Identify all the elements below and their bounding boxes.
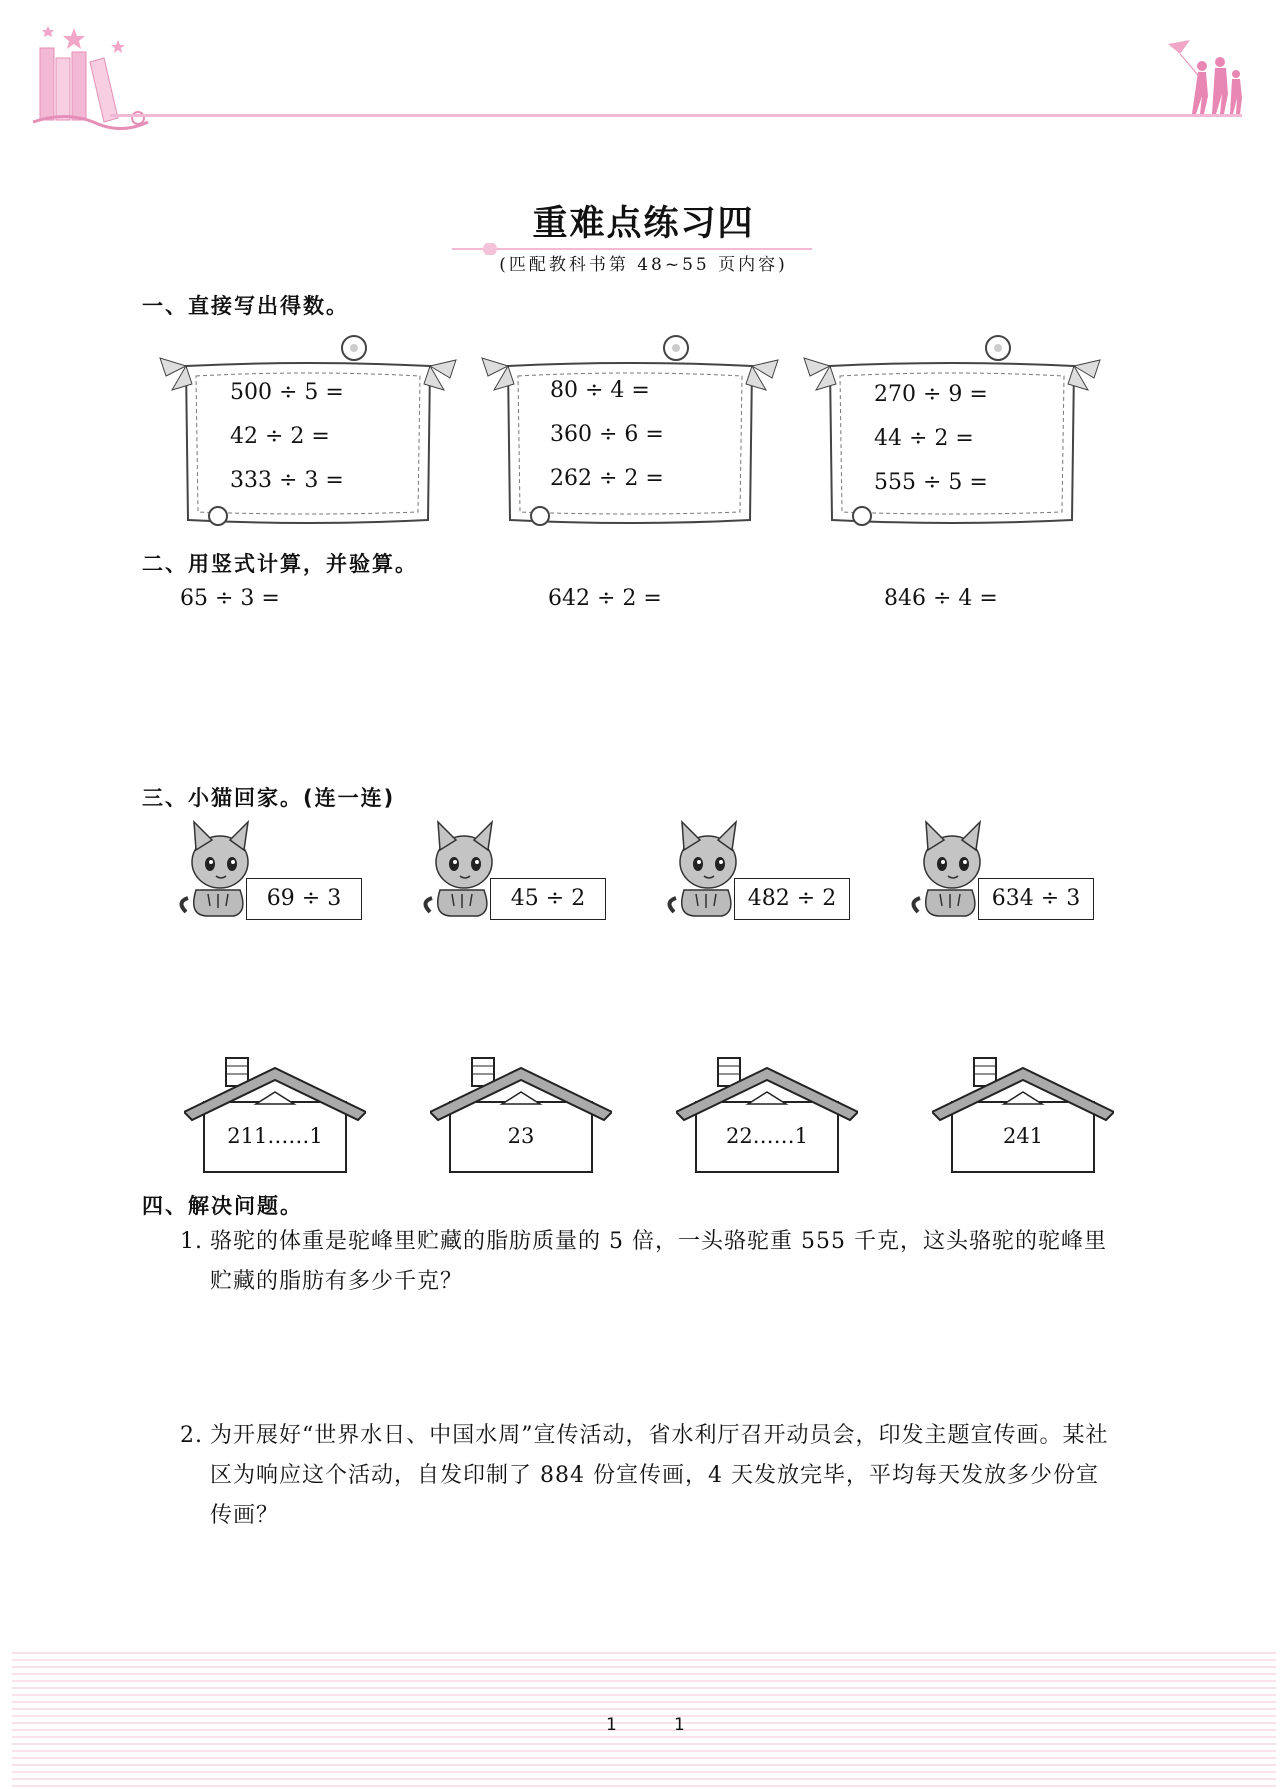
cat-expression-box[interactable]: 45 ÷ 2 [490,878,606,920]
section1-heading: 一、直接写出得数。 [142,294,349,318]
word-problem [180,1222,1120,1302]
header-children-kite-icon [1160,36,1250,118]
vertical-calc-item: 642 ÷ 2 = [548,586,662,611]
cat-expression-box[interactable]: 634 ÷ 3 [978,878,1094,920]
house[interactable] [430,1056,612,1174]
equation: 360 ÷ 6 = [550,422,664,447]
house[interactable] [932,1056,1114,1174]
problem-text: 骆驼的体重是驼峰里贮藏的脂肪质量的 5 倍，一头骆驼重 555 千克，这头骆驼的驼峰里贮藏的脂肪有多少千克？ [210,1229,1107,1294]
page-number: 1 [606,1715,617,1735]
problem-number: 2. [180,1423,203,1448]
equation: 270 ÷ 9 = [874,382,988,407]
equation: 44 ÷ 2 = [874,426,974,451]
section3-heading: 三、小猫回家。(连一连) [142,786,396,810]
equation: 500 ÷ 5 = [230,380,344,405]
equation: 42 ÷ 2 = [230,424,330,449]
cat-expression-box[interactable]: 69 ÷ 3 [246,878,362,920]
page-subtitle: (匹配教科书第 48~55 页内容) [499,255,788,275]
problem-number: 1. [180,1229,203,1254]
vertical-calc-item: 846 ÷ 4 = [884,586,998,611]
section4-heading: 四、解决问题。 [142,1194,303,1218]
footer-stripes [12,1652,1276,1789]
cat-expression-box[interactable]: 482 ÷ 2 [734,878,850,920]
equation: 262 ÷ 2 = [550,466,664,491]
problem-text: 为开展好“世界水日、中国水周”宣传活动，省水利厅召开动员会，印发主题宣传画。某社区为响应这个活动，自发印制了 884 份宣传画，4 天发放完毕，平均每天发放多少份宣传画？ [210,1423,1109,1528]
equation: 80 ÷ 4 = [550,378,650,403]
word-problem [180,1416,1120,1536]
vertical-calc-item: 65 ÷ 3 = [180,586,280,611]
house[interactable] [184,1056,366,1174]
house[interactable] [676,1056,858,1174]
house-value: 22……1 [725,1124,809,1148]
page-title: 重难点练习四 [532,204,755,244]
house-value: 211……1 [227,1124,323,1148]
section2-heading: 二、用竖式计算，并验算。 [142,552,418,576]
equation: 555 ÷ 5 = [874,470,988,495]
house-value: 241 [1002,1124,1044,1148]
header-rule [110,114,1242,117]
house-value: 23 [507,1124,535,1148]
page-number: 1 [674,1715,685,1735]
equation: 333 ÷ 3 = [230,468,344,493]
